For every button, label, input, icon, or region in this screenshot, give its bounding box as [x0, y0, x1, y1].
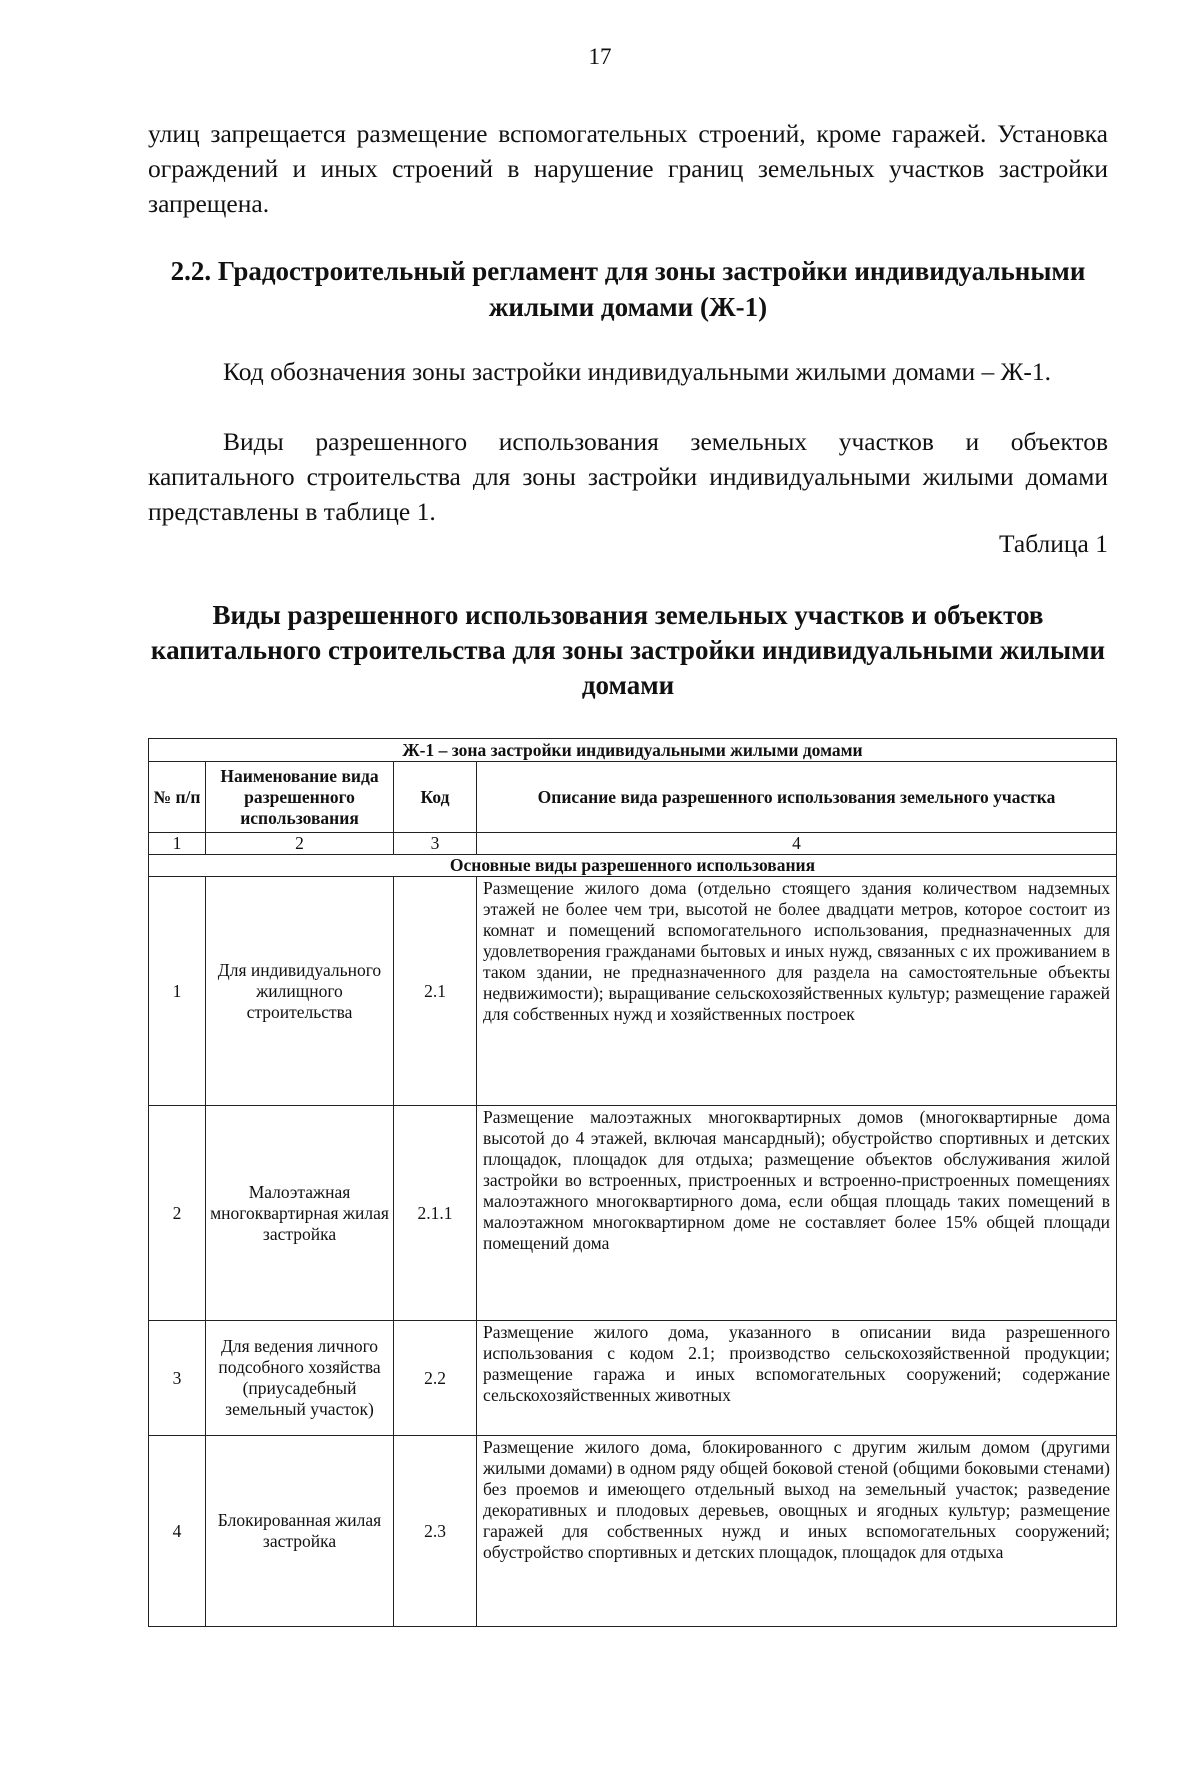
row-number: 2	[149, 1106, 206, 1321]
table-column-number-row	[149, 833, 1117, 855]
column-number: 3	[394, 833, 477, 855]
use-code: 2.3	[394, 1436, 477, 1627]
use-code: 2.1	[394, 877, 477, 1106]
zone-code-paragraph-text: Код обозначения зоны застройки индивидуальными жилыми домами – Ж-1.	[223, 357, 1052, 386]
column-number: 4	[477, 833, 1117, 855]
permitted-use-table	[148, 738, 1117, 1627]
table-title: Виды разрешенного использования земельных участков и объектов капитального строительства для зоны застройки индивидуальными жилыми домами	[150, 600, 1106, 700]
intro-paragraph	[148, 116, 1108, 221]
column-number: 1	[149, 833, 206, 855]
table-group-row	[149, 855, 1117, 877]
page-number: 17	[588, 44, 612, 69]
use-description: Размещение жилого дома, блокированного с другим жилым домом (другими жилыми домами) в одном ряду общей боковой стеной (общими боковыми стенами) без проемов и имеющего отдельный выход на земельный участок; разведение декоративных и плодовых деревьев, овощных и ягодных культур; размещение гаражей для собственных нужд и иных вспомогательных сооружений; обустройство спортивных и детских площадок, площадок для отдыха	[477, 1436, 1117, 1627]
use-name: Для ведения личного подсобного хозяйства (приусадебный земельный участок)	[206, 1321, 394, 1436]
use-description: Размещение жилого дома, указанного в описании вида разрешенного использования с кодом 2.1; производство сельскохозяйственной продукции; размещение гаража и иных вспомогательных сооружений; содержание сельскохозяйственных животных	[477, 1321, 1117, 1436]
column-header-number: № п/п	[149, 762, 206, 833]
table-row	[149, 1106, 1117, 1321]
column-header-code: Код	[394, 762, 477, 833]
table-header-row	[149, 762, 1117, 833]
row-number: 4	[149, 1436, 206, 1627]
use-description: Размещение малоэтажных многоквартирных домов (многоквартирные дома высотой до 4 этажей, включая мансардный); обустройство спортивных и детских площадок, площадок для отдыха; размещение объектов обслуживания жилой застройки во встроенных, пристроенных и встроенно-пристроенных помещениях малоэтажного многоквартирного дома, если общая площадь таких помещений в малоэтажном многоквартирном доме не составляет более 15% общей площади помещений дома	[477, 1106, 1117, 1321]
table-row	[149, 877, 1117, 1106]
use-code: 2.1.1	[394, 1106, 477, 1321]
row-number: 1	[149, 877, 206, 1106]
column-number: 2	[206, 833, 394, 855]
table-row	[149, 1436, 1117, 1627]
group-title: Основные виды разрешенного использования	[149, 855, 1117, 877]
use-name: Блокированная жилая застройка	[206, 1436, 394, 1627]
permitted-use-paragraph-text: Виды разрешенного использования земельных участков и объектов капитального строительства для зоны застройки индивидуальными жилыми домами представлены в таблице 1.	[148, 427, 1108, 526]
column-header-name: Наименование вида разрешенного использования	[206, 762, 394, 833]
permitted-use-paragraph	[148, 424, 1108, 529]
zone-header: Ж-1 – зона застройки индивидуальными жилыми домами	[149, 739, 1117, 762]
section-heading: 2.2. Градостроительный регламент для зоны застройки индивидуальными жилыми домами (Ж-1)	[170, 256, 1086, 322]
column-header-description: Описание вида разрешенного использования земельного участка	[477, 762, 1117, 833]
intro-paragraph-text: улиц запрещается размещение вспомогательных строений, кроме гаражей. Установка ограждений и иных строений в нарушение границ земельных участков застройки запрещена.	[148, 119, 1108, 218]
use-name: Для индивидуального жилищного строительства	[206, 877, 394, 1106]
table-row	[149, 1321, 1117, 1436]
use-name: Малоэтажная многоквартирная жилая застройка	[206, 1106, 394, 1321]
zone-code-paragraph	[148, 354, 1108, 389]
use-description: Размещение жилого дома (отдельно стоящего здания количеством надземных этажей не более чем три, высотой не более двадцати метров, которое состоит из комнат и помещений вспомогательного использования, предназначенных для удовлетворения гражданами бытовых и иных нужд, связанных с их проживанием в таком здании, не предназначенного для раздела на самостоятельные объекты недвижимости); выращивание сельскохозяйственных культур; размещение гаражей для собственных нужд и хозяйственных построек	[477, 877, 1117, 1106]
table-zone-row	[149, 739, 1117, 762]
row-number: 3	[149, 1321, 206, 1436]
table-label: Таблица 1	[998, 529, 1108, 558]
use-code: 2.2	[394, 1321, 477, 1436]
